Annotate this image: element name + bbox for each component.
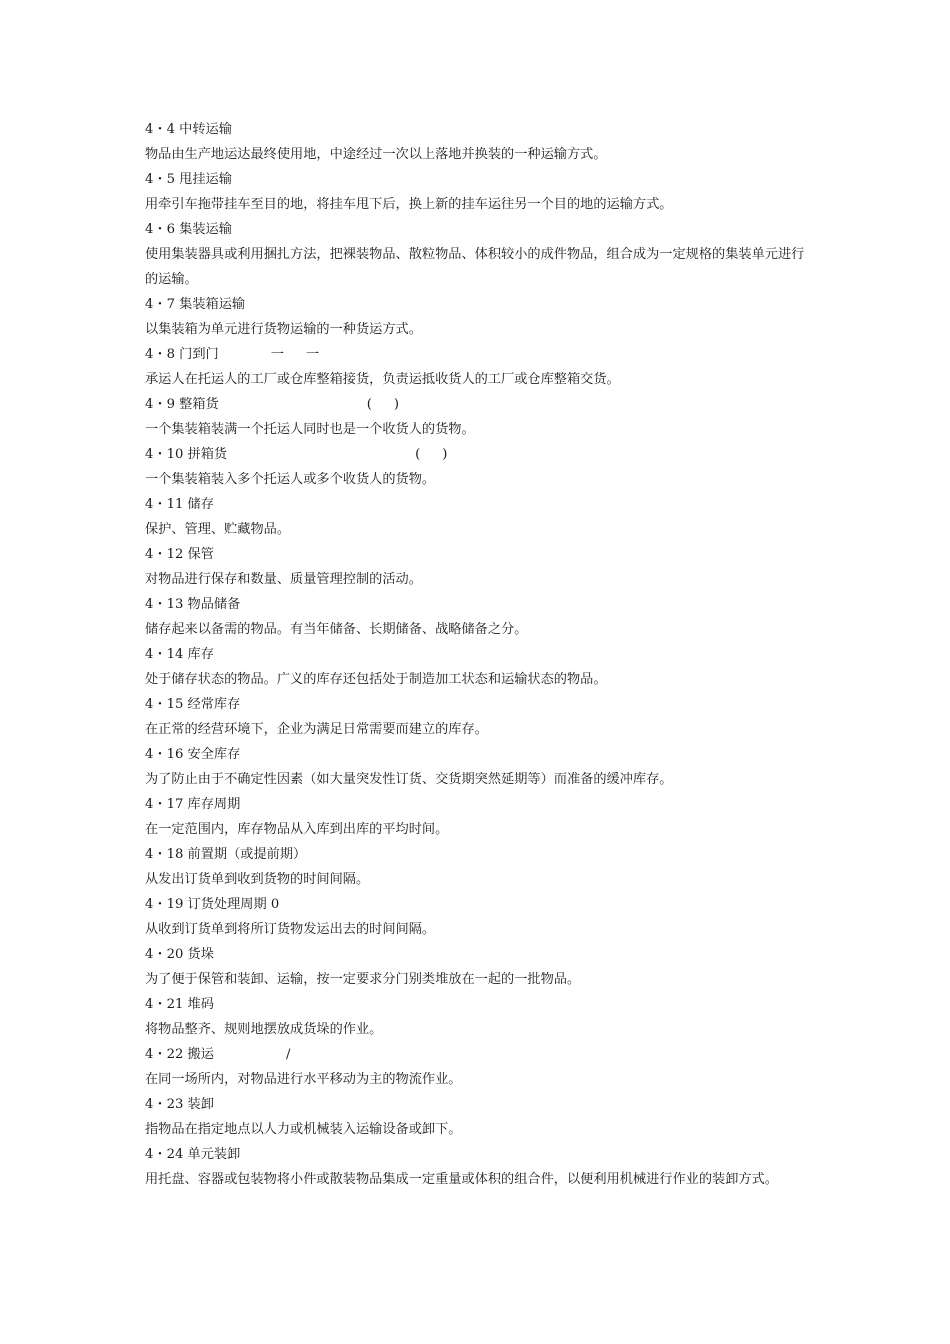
term-definition: 一个集装箱装入多个托运人或多个收货人的货物。	[145, 472, 436, 487]
term-definition: 以集装箱为单元进行货物运输的一种货运方式。	[145, 322, 422, 337]
term-definition: 使用集装器具或利用捆扎方法，把裸装物品、散粒物品、体积较小的成件物品，组合成为一定规格的集装单元进行的运输。	[145, 247, 805, 287]
term-definition: 将物品整齐、规则地摆放成货垛的作业。	[145, 1022, 383, 1037]
term-definition: 承运人在托运人的工厂或仓库整箱接货，负责运抵收货人的工厂或仓库整箱交货。	[145, 372, 620, 387]
term-heading: 4・23 装卸	[145, 1097, 214, 1112]
term-heading: 4・21 堆码	[145, 997, 214, 1012]
glossary-content	[145, 117, 810, 1192]
heading-mark: (	[415, 447, 421, 462]
term-heading: 4・5 甩挂运输	[145, 172, 232, 187]
term-heading: 4・6 集装运输	[145, 222, 232, 237]
term-definition: 物品由生产地运达最终使用地，中途经过一次以上落地并换装的一种运输方式。	[145, 147, 607, 162]
term-heading: 4・9 整箱货	[145, 397, 219, 412]
term-definition: 在同一场所内，对物品进行水平移动为主的物流作业。	[145, 1072, 462, 1087]
term-heading: 4・20 货垛	[145, 947, 214, 962]
term-heading: 4・15 经常库存	[145, 697, 241, 712]
term-definition: 对物品进行保存和数量、质量管理控制的活动。	[145, 572, 422, 587]
heading-mark: )	[442, 447, 448, 462]
heading-mark: 一	[270, 347, 284, 362]
term-heading-row	[145, 392, 810, 417]
term-heading: 4・24 单元装卸	[145, 1147, 241, 1162]
term-heading-row	[145, 342, 810, 367]
heading-mark: /	[285, 1047, 291, 1062]
term-heading: 4・11 储存	[145, 497, 214, 512]
term-heading: 4・10 拼箱货	[145, 447, 228, 462]
term-heading-row	[145, 442, 810, 467]
heading-mark: 一	[305, 347, 320, 362]
term-heading: 4・19 订货处理周期 0	[145, 897, 280, 912]
term-heading: 4・18 前置期（或提前期）	[145, 847, 307, 862]
term-definition: 在一定范围内，库存物品从入库到出库的平均时间。	[145, 822, 449, 837]
term-heading: 4・7 集装箱运输	[145, 297, 246, 312]
term-definition: 用托盘、容器或包装物将小件或散装物品集成一定重量或体积的组合件，以便利用机械进行作业的装卸方式。	[145, 1172, 778, 1187]
heading-mark: )	[393, 397, 400, 412]
term-heading: 4・4 中转运输	[145, 122, 232, 137]
heading-mark: (	[366, 397, 372, 412]
term-definition: 指物品在指定地点以人力或机械装入运输设备或卸下。	[145, 1122, 462, 1137]
term-definition: 从收到订货单到将所订货物发运出去的时间间隔。	[145, 922, 436, 937]
term-definition: 一个集装箱装满一个托运人同时也是一个收货人的货物。	[145, 422, 475, 437]
term-heading: 4・16 安全库存	[145, 747, 241, 762]
term-heading-row	[145, 1042, 810, 1067]
term-definition: 为了便于保管和装卸、运输，按一定要求分门别类堆放在一起的一批物品。	[145, 972, 581, 987]
term-definition: 从发出订货单到收到货物的时间间隔。	[145, 872, 370, 887]
term-definition: 用牵引车拖带挂车至目的地，将挂车甩下后，换上新的挂车运往另一个目的地的运输方式。	[145, 197, 673, 212]
term-definition: 保护、管理、贮藏物品。	[145, 522, 291, 537]
term-heading: 4・12 保管	[145, 547, 214, 562]
term-heading: 4・8 门到门	[145, 347, 219, 362]
term-heading: 4・13 物品储备	[145, 597, 241, 612]
term-definition: 在正常的经营环境下，企业为满足日常需要而建立的库存。	[145, 722, 488, 737]
term-heading: 4・14 库存	[145, 647, 214, 662]
term-definition: 为了防止由于不确定性因素（如大量突发性订货、交货期突然延期等）而准备的缓冲库存。	[145, 772, 673, 787]
term-definition: 储存起来以备需的物品。有当年储备、长期储备、战略储备之分。	[145, 622, 528, 637]
term-heading: 4・22 搬运	[145, 1047, 214, 1062]
term-definition: 处于储存状态的物品。广义的库存还包括处于制造加工状态和运输状态的物品。	[145, 672, 607, 687]
term-heading: 4・17 库存周期	[145, 797, 241, 812]
